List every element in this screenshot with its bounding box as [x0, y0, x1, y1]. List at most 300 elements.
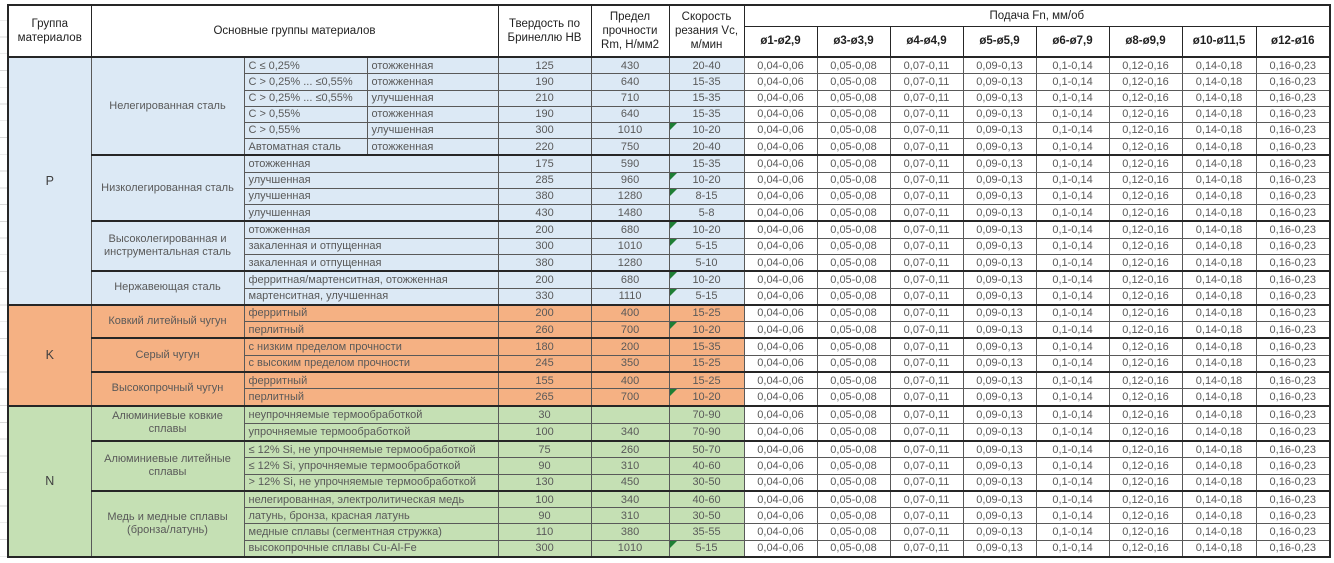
cell-feed-value: 0,05-0,08: [817, 271, 890, 288]
cell-feed-value: 0,04-0,06: [744, 254, 817, 271]
cell-hardness-hb: 330: [498, 288, 591, 305]
cell-feed-value: 0,1-0,14: [1036, 238, 1109, 254]
cell-feed-value: 0,04-0,06: [744, 389, 817, 406]
cell-feed-value: 0,1-0,14: [1036, 338, 1109, 355]
cell-strength-rm: 1280: [591, 188, 669, 204]
cell-feed-value: 0,1-0,14: [1036, 172, 1109, 188]
cell-hardness-hb: 190: [498, 74, 591, 90]
cell-feed-value: 0,12-0,16: [1109, 172, 1182, 188]
cell-spec-state: отожженная: [367, 74, 498, 90]
cell-feed-value: 0,14-0,18: [1182, 372, 1256, 389]
cell-feed-value: 0,12-0,16: [1109, 338, 1182, 355]
cell-feed-value: 0,1-0,14: [1036, 305, 1109, 322]
cell-spec: улучшенная: [244, 188, 498, 204]
cell-feed-value: 0,07-0,11: [890, 474, 963, 491]
cell-feed-value: 0,07-0,11: [890, 90, 963, 106]
cell-feed-value: 0,09-0,13: [963, 458, 1036, 474]
cell-feed-value: 0,14-0,18: [1182, 172, 1256, 188]
cell-feed-value: 0,12-0,16: [1109, 524, 1182, 540]
cell-speed-vc: 15-35: [669, 106, 744, 122]
cell-feed-value: 0,16-0,23: [1256, 441, 1330, 458]
cell-feed-value: 0,04-0,06: [744, 372, 817, 389]
cell-spec: > 12% Si, не упрочняемые термообработкой: [244, 474, 498, 491]
header-diameter-range: ø3-ø3,9: [817, 26, 890, 57]
cell-feed-value: 0,09-0,13: [963, 205, 1036, 222]
subgroup-name: Алюминиевые литейные сплавы: [91, 441, 244, 491]
cell-feed-value: 0,04-0,06: [744, 90, 817, 106]
cell-strength-rm: 1010: [591, 238, 669, 254]
cell-feed-value: 0,07-0,11: [890, 155, 963, 172]
cell-hardness-hb: 190: [498, 106, 591, 122]
cell-strength-rm: 700: [591, 322, 669, 339]
cell-feed-value: 0,1-0,14: [1036, 491, 1109, 508]
cell-speed-vc: 5-15: [669, 540, 744, 557]
cell-feed-value: 0,04-0,06: [744, 441, 817, 458]
cell-hardness-hb: 30: [498, 406, 591, 424]
cell-feed-value: 0,07-0,11: [890, 338, 963, 355]
table-row: [8, 221, 1330, 238]
cell-feed-value: 0,16-0,23: [1256, 188, 1330, 204]
cell-hardness-hb: 300: [498, 238, 591, 254]
cell-feed-value: 0,16-0,23: [1256, 74, 1330, 90]
cell-spec: ферритная/мартенситная, отожженная: [244, 271, 498, 288]
cell-feed-value: 0,16-0,23: [1256, 508, 1330, 524]
cell-feed-value: 0,04-0,06: [744, 423, 817, 441]
cell-strength-rm: 260: [591, 441, 669, 458]
cell-hardness-hb: 130: [498, 474, 591, 491]
cell-feed-value: 0,14-0,18: [1182, 355, 1256, 372]
cell-feed-value: 0,04-0,06: [744, 458, 817, 474]
cell-feed-value: 0,07-0,11: [890, 423, 963, 441]
cell-spec: закаленная и отпущенная: [244, 238, 498, 254]
cell-feed-value: 0,16-0,23: [1256, 57, 1330, 74]
cell-spec: с высоким пределом прочности: [244, 355, 498, 372]
group-letter-K: K: [8, 305, 91, 406]
cell-feed-value: 0,1-0,14: [1036, 372, 1109, 389]
cell-speed-vc: 15-35: [669, 90, 744, 106]
cell-feed-value: 0,14-0,18: [1182, 122, 1256, 138]
cell-feed-value: 0,16-0,23: [1256, 205, 1330, 222]
cell-feed-value: 0,09-0,13: [963, 355, 1036, 372]
cell-feed-value: 0,07-0,11: [890, 540, 963, 557]
cell-strength-rm: 680: [591, 221, 669, 238]
cell-feed-value: 0,1-0,14: [1036, 188, 1109, 204]
cell-feed-value: 0,12-0,16: [1109, 288, 1182, 305]
cell-feed-value: 0,12-0,16: [1109, 90, 1182, 106]
cell-feed-value: 0,04-0,06: [744, 305, 817, 322]
cell-hardness-hb: 260: [498, 322, 591, 339]
cell-speed-vc: 50-70: [669, 441, 744, 458]
cell-feed-value: 0,09-0,13: [963, 372, 1036, 389]
cell-feed-value: 0,07-0,11: [890, 106, 963, 122]
cell-speed-vc: 10-20: [669, 271, 744, 288]
cell-feed-value: 0,14-0,18: [1182, 188, 1256, 204]
table-header: [8, 5, 1330, 57]
cell-hardness-hb: 300: [498, 122, 591, 138]
cell-feed-value: 0,12-0,16: [1109, 57, 1182, 74]
cell-feed-value: 0,07-0,11: [890, 221, 963, 238]
cell-feed-value: 0,07-0,11: [890, 205, 963, 222]
cell-feed-value: 0,16-0,23: [1256, 254, 1330, 271]
cell-spec: улучшенная: [244, 172, 498, 188]
header-main-groups: Основные группы материалов: [91, 5, 498, 57]
cell-feed-value: 0,04-0,06: [744, 355, 817, 372]
cell-feed-value: 0,1-0,14: [1036, 288, 1109, 305]
cell-feed-value: 0,12-0,16: [1109, 508, 1182, 524]
cell-feed-value: 0,05-0,08: [817, 491, 890, 508]
cell-feed-value: 0,16-0,23: [1256, 139, 1330, 156]
cell-feed-value: 0,1-0,14: [1036, 122, 1109, 138]
cell-feed-value: 0,05-0,08: [817, 441, 890, 458]
cell-hardness-hb: 90: [498, 458, 591, 474]
cell-feed-value: 0,16-0,23: [1256, 221, 1330, 238]
table-row: [8, 338, 1330, 355]
cell-feed-value: 0,09-0,13: [963, 524, 1036, 540]
header-strength-rm: Предел прочности Rm, Н/мм2: [591, 5, 669, 57]
cell-feed-value: 0,1-0,14: [1036, 106, 1109, 122]
cell-feed-value: 0,04-0,06: [744, 122, 817, 138]
cell-strength-rm: 1480: [591, 205, 669, 222]
cell-feed-value: 0,05-0,08: [817, 372, 890, 389]
cell-feed-value: 0,07-0,11: [890, 441, 963, 458]
cell-feed-value: 0,07-0,11: [890, 458, 963, 474]
cell-feed-value: 0,12-0,16: [1109, 155, 1182, 172]
cell-feed-value: 0,16-0,23: [1256, 271, 1330, 288]
cell-feed-value: 0,14-0,18: [1182, 322, 1256, 339]
cell-feed-value: 0,09-0,13: [963, 122, 1036, 138]
cell-feed-value: 0,14-0,18: [1182, 524, 1256, 540]
cell-feed-value: 0,09-0,13: [963, 389, 1036, 406]
cell-strength-rm: 590: [591, 155, 669, 172]
cell-hardness-hb: 210: [498, 90, 591, 106]
cell-speed-vc: 10-20: [669, 322, 744, 339]
cell-feed-value: 0,1-0,14: [1036, 90, 1109, 106]
cell-spec: мартенситная, улучшенная: [244, 288, 498, 305]
cell-feed-value: 0,07-0,11: [890, 74, 963, 90]
subgroup-name: Высокопрочный чугун: [91, 372, 244, 406]
header-diameter-range: ø10-ø11,5: [1182, 26, 1256, 57]
cell-feed-value: 0,07-0,11: [890, 372, 963, 389]
header-diameter-range: ø1-ø2,9: [744, 26, 817, 57]
cell-spec: ферритный: [244, 305, 498, 322]
cell-feed-value: 0,12-0,16: [1109, 355, 1182, 372]
cell-feed-value: 0,1-0,14: [1036, 355, 1109, 372]
cell-feed-value: 0,12-0,16: [1109, 406, 1182, 424]
cell-feed-value: 0,05-0,08: [817, 90, 890, 106]
cell-feed-value: 0,09-0,13: [963, 406, 1036, 424]
cell-spec-composition: C > 0,55%: [244, 122, 367, 138]
cell-feed-value: 0,04-0,06: [744, 508, 817, 524]
cell-spec-composition: Автоматная сталь: [244, 139, 367, 156]
cell-feed-value: 0,1-0,14: [1036, 474, 1109, 491]
cell-strength-rm: 710: [591, 90, 669, 106]
cell-feed-value: 0,05-0,08: [817, 423, 890, 441]
cell-feed-value: 0,16-0,23: [1256, 155, 1330, 172]
cell-feed-value: 0,07-0,11: [890, 57, 963, 74]
cell-feed-value: 0,1-0,14: [1036, 524, 1109, 540]
cell-feed-value: 0,09-0,13: [963, 474, 1036, 491]
cell-feed-value: 0,12-0,16: [1109, 188, 1182, 204]
cell-feed-value: 0,1-0,14: [1036, 271, 1109, 288]
cell-feed-value: 0,14-0,18: [1182, 238, 1256, 254]
cell-spec: ≤ 12% Si, не упрочняемые термообработкой: [244, 441, 498, 458]
cell-feed-value: 0,05-0,08: [817, 122, 890, 138]
cell-feed-value: 0,07-0,11: [890, 305, 963, 322]
cell-strength-rm: [591, 406, 669, 424]
cell-feed-value: 0,04-0,06: [744, 524, 817, 540]
cell-feed-value: 0,05-0,08: [817, 172, 890, 188]
cell-feed-value: 0,12-0,16: [1109, 491, 1182, 508]
cell-feed-value: 0,09-0,13: [963, 491, 1036, 508]
cell-strength-rm: 450: [591, 474, 669, 491]
cell-feed-value: 0,09-0,13: [963, 305, 1036, 322]
cell-feed-value: 0,04-0,06: [744, 288, 817, 305]
cell-feed-value: 0,05-0,08: [817, 238, 890, 254]
cell-feed-value: 0,04-0,06: [744, 205, 817, 222]
cell-spec: ферритный: [244, 372, 498, 389]
subgroup-name: Медь и медные сплавы (бронза/латунь): [91, 491, 244, 557]
cell-feed-value: 0,05-0,08: [817, 305, 890, 322]
cutting-data-table: [7, 4, 1331, 558]
cell-feed-value: 0,09-0,13: [963, 172, 1036, 188]
cell-feed-value: 0,1-0,14: [1036, 254, 1109, 271]
cell-strength-rm: 960: [591, 172, 669, 188]
cell-strength-rm: 640: [591, 106, 669, 122]
subgroup-name: Высоколегированная и инструментальная сталь: [91, 221, 244, 271]
cell-strength-rm: 400: [591, 372, 669, 389]
cell-speed-vc: 30-50: [669, 508, 744, 524]
cell-feed-value: 0,05-0,08: [817, 288, 890, 305]
cell-hardness-hb: 245: [498, 355, 591, 372]
cell-strength-rm: 750: [591, 139, 669, 156]
cell-feed-value: 0,04-0,06: [744, 540, 817, 557]
cell-speed-vc: 5-15: [669, 238, 744, 254]
cell-feed-value: 0,07-0,11: [890, 524, 963, 540]
cell-feed-value: 0,09-0,13: [963, 74, 1036, 90]
cell-feed-value: 0,16-0,23: [1256, 423, 1330, 441]
cell-strength-rm: 680: [591, 271, 669, 288]
cell-feed-value: 0,14-0,18: [1182, 305, 1256, 322]
cutting-data-table-wrap: [7, 4, 1331, 558]
cell-feed-value: 0,05-0,08: [817, 205, 890, 222]
table-row: [8, 155, 1330, 172]
cell-feed-value: 0,09-0,13: [963, 271, 1036, 288]
cell-spec: высокопрочные сплавы Cu-Al-Fe: [244, 540, 498, 557]
group-letter-P: P: [8, 57, 91, 305]
cell-spec-composition: C ≤ 0,25%: [244, 57, 367, 74]
cell-feed-value: 0,16-0,23: [1256, 322, 1330, 339]
cell-feed-value: 0,12-0,16: [1109, 122, 1182, 138]
cell-feed-value: 0,04-0,06: [744, 271, 817, 288]
cell-feed-value: 0,09-0,13: [963, 155, 1036, 172]
cell-spec: нелегированная, электролитическая медь: [244, 491, 498, 508]
cell-strength-rm: 1010: [591, 540, 669, 557]
cell-spec: с низким пределом прочности: [244, 338, 498, 355]
cell-speed-vc: 15-35: [669, 155, 744, 172]
cell-feed-value: 0,16-0,23: [1256, 372, 1330, 389]
subgroup-name: Нелегированная сталь: [91, 57, 244, 155]
cell-speed-vc: 5-10: [669, 254, 744, 271]
cell-feed-value: 0,12-0,16: [1109, 205, 1182, 222]
cell-speed-vc: 5-8: [669, 205, 744, 222]
cell-feed-value: 0,1-0,14: [1036, 221, 1109, 238]
table-row: [8, 271, 1330, 288]
cell-feed-value: 0,14-0,18: [1182, 406, 1256, 424]
cell-feed-value: 0,07-0,11: [890, 491, 963, 508]
cell-feed-value: 0,07-0,11: [890, 406, 963, 424]
cell-hardness-hb: 285: [498, 172, 591, 188]
cell-spec: ≤ 12% Si, упрочняемые термообработкой: [244, 458, 498, 474]
cell-strength-rm: 1280: [591, 254, 669, 271]
cell-spec: медные сплавы (сегментная стружка): [244, 524, 498, 540]
cell-spec-composition: C > 0,25% ... ≤0,55%: [244, 74, 367, 90]
header-diameter-range: ø6-ø7,9: [1036, 26, 1109, 57]
cell-feed-value: 0,16-0,23: [1256, 355, 1330, 372]
cell-strength-rm: 1110: [591, 288, 669, 305]
cell-feed-value: 0,09-0,13: [963, 540, 1036, 557]
cell-feed-value: 0,12-0,16: [1109, 423, 1182, 441]
cell-speed-vc: 30-50: [669, 474, 744, 491]
cell-feed-value: 0,12-0,16: [1109, 389, 1182, 406]
cell-feed-value: 0,04-0,06: [744, 139, 817, 156]
cell-feed-value: 0,05-0,08: [817, 338, 890, 355]
cell-feed-value: 0,16-0,23: [1256, 389, 1330, 406]
cell-feed-value: 0,12-0,16: [1109, 441, 1182, 458]
cell-feed-value: 0,12-0,16: [1109, 322, 1182, 339]
cell-feed-value: 0,16-0,23: [1256, 338, 1330, 355]
cell-feed-value: 0,16-0,23: [1256, 524, 1330, 540]
cell-hardness-hb: 125: [498, 57, 591, 74]
cell-feed-value: 0,05-0,08: [817, 254, 890, 271]
cell-feed-value: 0,1-0,14: [1036, 57, 1109, 74]
cell-strength-rm: 380: [591, 524, 669, 540]
cell-feed-value: 0,05-0,08: [817, 106, 890, 122]
cell-feed-value: 0,14-0,18: [1182, 139, 1256, 156]
cell-speed-vc: 10-20: [669, 221, 744, 238]
cell-speed-vc: 10-20: [669, 389, 744, 406]
table-row: [8, 305, 1330, 322]
cell-spec-composition: C > 0,25% ... ≤0,55%: [244, 90, 367, 106]
cell-speed-vc: 8-15: [669, 188, 744, 204]
cell-spec-state: улучшенная: [367, 90, 498, 106]
cell-feed-value: 0,09-0,13: [963, 188, 1036, 204]
cell-feed-value: 0,14-0,18: [1182, 254, 1256, 271]
cell-feed-value: 0,14-0,18: [1182, 57, 1256, 74]
cell-feed-value: 0,1-0,14: [1036, 441, 1109, 458]
cell-feed-value: 0,04-0,06: [744, 155, 817, 172]
cell-hardness-hb: 200: [498, 305, 591, 322]
cell-feed-value: 0,09-0,13: [963, 106, 1036, 122]
cell-feed-value: 0,07-0,11: [890, 238, 963, 254]
cell-feed-value: 0,04-0,06: [744, 338, 817, 355]
cell-feed-value: 0,12-0,16: [1109, 221, 1182, 238]
cell-feed-value: 0,12-0,16: [1109, 74, 1182, 90]
cell-feed-value: 0,07-0,11: [890, 389, 963, 406]
cell-speed-vc: 70-90: [669, 406, 744, 424]
cell-spec: упрочняемые термообработкой: [244, 423, 498, 441]
cell-feed-value: 0,04-0,06: [744, 172, 817, 188]
cell-speed-vc: 70-90: [669, 423, 744, 441]
cell-feed-value: 0,14-0,18: [1182, 491, 1256, 508]
cell-speed-vc: 20-40: [669, 139, 744, 156]
cell-feed-value: 0,1-0,14: [1036, 508, 1109, 524]
cell-feed-value: 0,1-0,14: [1036, 74, 1109, 90]
cell-speed-vc: 15-35: [669, 74, 744, 90]
cell-feed-value: 0,14-0,18: [1182, 441, 1256, 458]
cell-feed-value: 0,1-0,14: [1036, 205, 1109, 222]
table-row: [8, 57, 1330, 74]
cell-hardness-hb: 265: [498, 389, 591, 406]
cell-feed-value: 0,14-0,18: [1182, 106, 1256, 122]
cell-feed-value: 0,14-0,18: [1182, 508, 1256, 524]
cell-feed-value: 0,14-0,18: [1182, 90, 1256, 106]
cell-feed-value: 0,07-0,11: [890, 172, 963, 188]
cell-feed-value: 0,07-0,11: [890, 355, 963, 372]
cell-feed-value: 0,12-0,16: [1109, 540, 1182, 557]
cell-strength-rm: 430: [591, 57, 669, 74]
cell-hardness-hb: 90: [498, 508, 591, 524]
cell-feed-value: 0,05-0,08: [817, 474, 890, 491]
header-diameter-range: ø4-ø4,9: [890, 26, 963, 57]
cell-spec: отожженная: [244, 221, 498, 238]
cell-speed-vc: 15-25: [669, 305, 744, 322]
subgroup-name: Низколегированная сталь: [91, 155, 244, 221]
cell-feed-value: 0,05-0,08: [817, 406, 890, 424]
cell-feed-value: 0,05-0,08: [817, 74, 890, 90]
cell-speed-vc: 20-40: [669, 57, 744, 74]
cell-feed-value: 0,04-0,06: [744, 406, 817, 424]
cell-feed-value: 0,09-0,13: [963, 508, 1036, 524]
cell-feed-value: 0,04-0,06: [744, 474, 817, 491]
cell-feed-value: 0,16-0,23: [1256, 90, 1330, 106]
cell-feed-value: 0,07-0,11: [890, 322, 963, 339]
cell-feed-value: 0,09-0,13: [963, 322, 1036, 339]
cell-feed-value: 0,16-0,23: [1256, 238, 1330, 254]
cell-feed-value: 0,05-0,08: [817, 540, 890, 557]
cell-strength-rm: 400: [591, 305, 669, 322]
cell-spec: отожженная: [244, 155, 498, 172]
cell-hardness-hb: 175: [498, 155, 591, 172]
cell-feed-value: 0,05-0,08: [817, 322, 890, 339]
cell-feed-value: 0,05-0,08: [817, 389, 890, 406]
cell-feed-value: 0,09-0,13: [963, 139, 1036, 156]
cell-feed-value: 0,04-0,06: [744, 57, 817, 74]
subgroup-name: Нержавеющая сталь: [91, 271, 244, 305]
cell-hardness-hb: 300: [498, 540, 591, 557]
cell-feed-value: 0,04-0,06: [744, 238, 817, 254]
cell-feed-value: 0,14-0,18: [1182, 338, 1256, 355]
cell-spec: перлитный: [244, 322, 498, 339]
cell-feed-value: 0,14-0,18: [1182, 288, 1256, 305]
cell-feed-value: 0,16-0,23: [1256, 406, 1330, 424]
cell-feed-value: 0,14-0,18: [1182, 155, 1256, 172]
cell-feed-value: 0,16-0,23: [1256, 491, 1330, 508]
cell-spec-state: отожженная: [367, 57, 498, 74]
cell-feed-value: 0,07-0,11: [890, 288, 963, 305]
cell-feed-value: 0,05-0,08: [817, 355, 890, 372]
table-row: [8, 406, 1330, 424]
cell-feed-value: 0,14-0,18: [1182, 423, 1256, 441]
cell-feed-value: 0,14-0,18: [1182, 271, 1256, 288]
left-margin-gridlines: [0, 4, 7, 558]
cell-feed-value: 0,09-0,13: [963, 441, 1036, 458]
cell-speed-vc: 15-25: [669, 372, 744, 389]
header-diameter-range: ø12-ø16: [1256, 26, 1330, 57]
subgroup-name: Алюминиевые ковкие сплавы: [91, 406, 244, 441]
cell-feed-value: 0,04-0,06: [744, 322, 817, 339]
header-material-group: Группа материалов: [8, 5, 91, 57]
cell-feed-value: 0,07-0,11: [890, 271, 963, 288]
